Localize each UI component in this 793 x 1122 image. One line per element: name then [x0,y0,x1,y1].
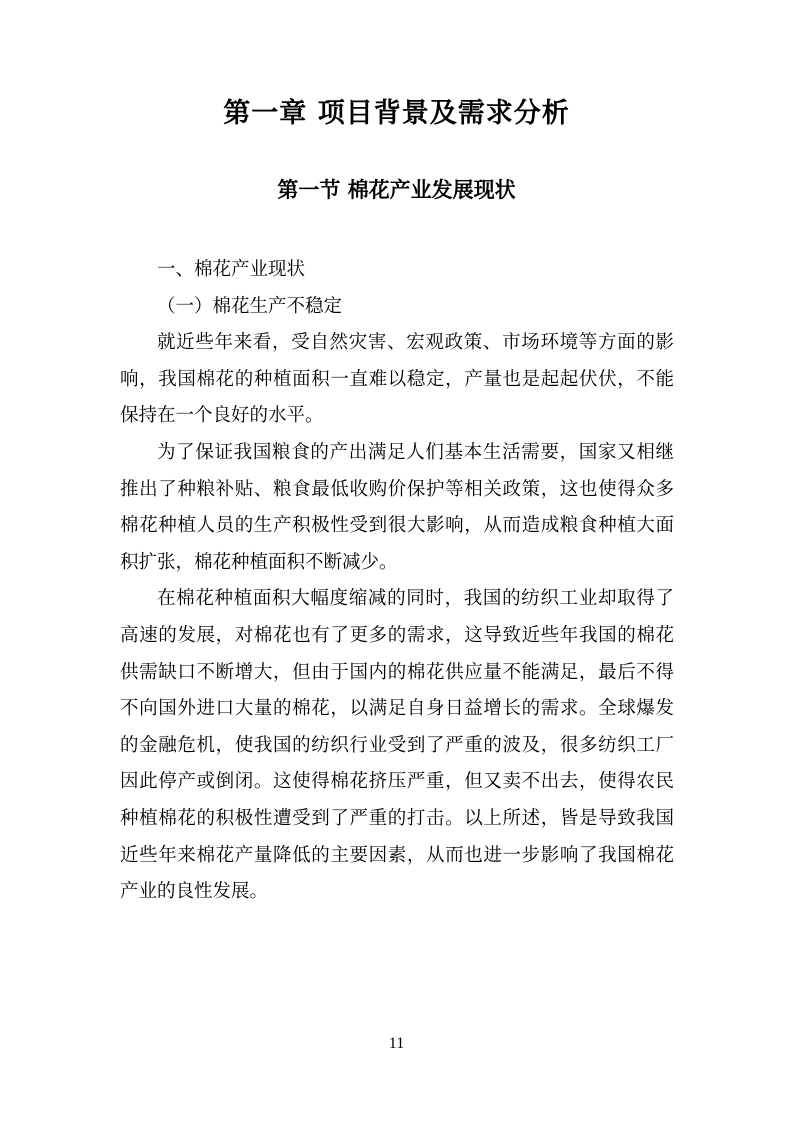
chapter-title: 第一章 项目背景及需求分析 [223,98,570,129]
paragraph-1: 就近些年来看，受自然灾害、宏观政策、市场环境等方面的影响，我国棉花的种植面积一直难以稳定，产量也是起起伏伏，不能保持在一个良好的水平。 [120,332,674,427]
section-title: 第一节 棉花产业发展现状 [277,178,516,202]
body-text [120,252,674,911]
heading-level-2: （一）棉花生产不稳定 [157,295,343,317]
heading-level-1: 一、棉花产业现状 [157,259,306,280]
paragraph-2: 为了保证我国粮食的产出满足人们基本生活需要，国家又相继推出了种粮补贴、粮食最低收购价保护等相关政策，这也使得众多棉花种植人员的生产积极性受到很大影响，从而造成粮食种植大面积扩张，棉花种植面积不断减少。 [120,441,674,573]
paragraph-3: 在棉花种植面积大幅度缩减的同时，我国的纺织工业却取得了高速的发展，对棉花也有了更多的需求，这导致近些年我国的棉花供需缺口不断增大，但由于国内的棉花供应量不能满足，最后不得不向国外进口大量的棉花，以满足自身日益增长的需求。全球爆发的金融危机，使我国的纺织行业受到了严重的波及，很多纺织工厂因此停产或倒闭。这使得棉花挤压严重，但又卖不出去，使得农民种植棉花的积极性遭受到了严重的打击。以上所述，皆是导致我国近些年来棉花产量降低的主要因素，从而也进一步影响了我国棉花产业的良性发展。 [120,588,674,903]
page-number: 11 [388,1035,405,1052]
